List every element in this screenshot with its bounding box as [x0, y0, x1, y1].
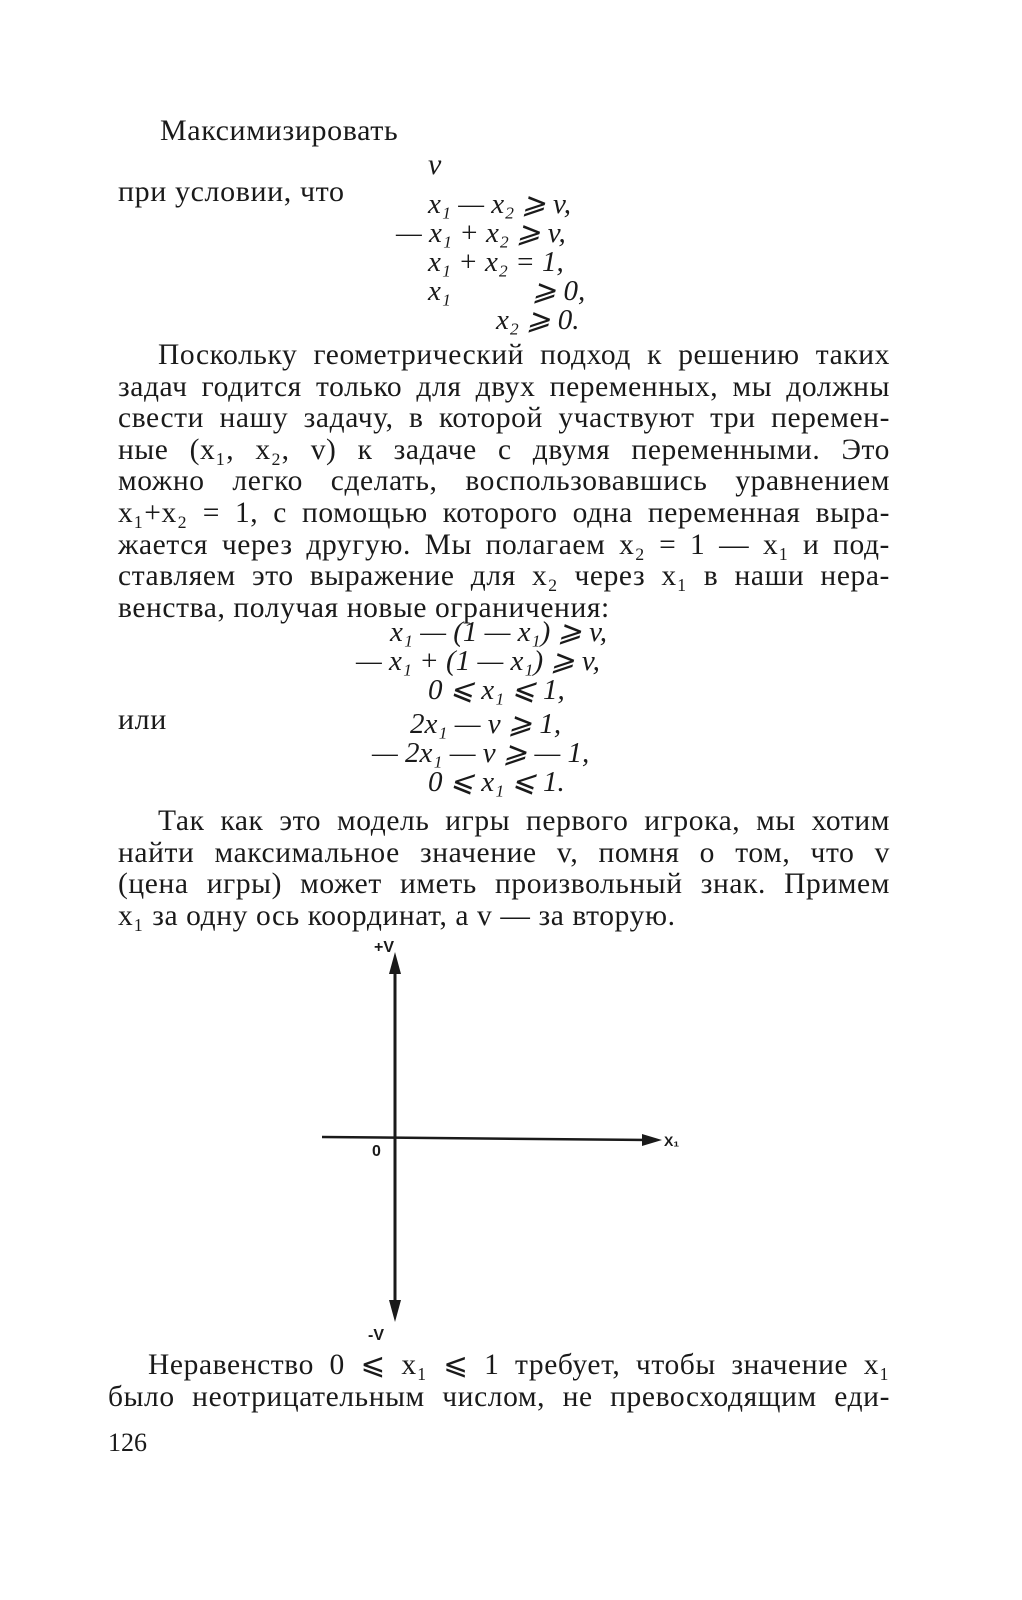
paragraph-line: найти максимальное значение v, помня о том, что v — [118, 836, 890, 869]
v-plus-label: +V — [374, 939, 395, 956]
paragraph-line: было неотрицательным числом, не превосходящим еди- — [108, 1380, 890, 1413]
x1-label: X₁ — [664, 1133, 680, 1149]
v-axis-down-arrow — [389, 1300, 401, 1322]
new-constraint-1: x₁ — (1 — x₁) ⩾ v, — [390, 616, 608, 648]
paragraph-line: ставляем это выражение для x₂ через x₁ в наши нера- — [118, 560, 890, 593]
paragraph-line: (цена игры) может иметь произвольный знак. Примем — [118, 868, 890, 901]
paragraph-line: x₁+x₂ = 1, с помощью которого одна переменная выра- — [118, 496, 890, 529]
v-minus-label: -V — [368, 1327, 384, 1344]
paragraph-line: Так как это модель игры первого игрока, мы хотим — [158, 805, 890, 837]
objective-variable: v — [428, 148, 442, 181]
new-constraint-3: 0 ⩽ x₁ ⩽ 1, — [428, 674, 565, 706]
constraint-3: x₁ + x₂ = 1, — [428, 246, 564, 278]
or-label: или — [118, 703, 167, 736]
paragraph-line: ные (x₁, x₂, v) к задаче с двумя переменными. Это — [118, 433, 890, 466]
origin-label: 0 — [372, 1143, 381, 1160]
page-number: 126 — [108, 1428, 147, 1457]
paragraph-line: жается через другую. Мы полагаем x₂ = 1 — x₁ и под- — [118, 528, 890, 561]
paragraph-line: Поскольку геометрический подход к решению таких — [158, 339, 890, 371]
constraint-4-var: x₁ — [428, 275, 451, 307]
simplified-constraint-3: 0 ⩽ x₁ ⩽ 1. — [428, 766, 565, 798]
constraint-4-rel: ⩾ 0, — [532, 275, 586, 307]
constraint-2: — x₁ + x₂ ⩾ v, — [396, 217, 566, 249]
paragraph-line: можно легко сделать, воспользовавшись уравнением — [118, 465, 890, 498]
constraint-5: x₂ ⩾ 0. — [496, 304, 580, 336]
maximize-label: Максимизировать — [160, 114, 399, 147]
paragraph-line: венства, получая новые ограничения: — [118, 591, 610, 624]
paragraph-line: x₁ за одну ось координат, а v — за вторую. — [118, 899, 676, 932]
subject-to-label: при условии, что — [118, 175, 345, 208]
constraint-1: x₁ — x₂ ⩾ v, — [428, 188, 571, 220]
paragraph-inequality — [108, 1350, 890, 1413]
x1-axis-arrow — [642, 1134, 662, 1146]
paragraph-axes — [118, 806, 890, 932]
paragraph-line: свести нашу задачу, в которой участвуют три перемен- — [118, 402, 890, 435]
simplified-constraint-2: — 2x₁ — v ⩾ — 1, — [372, 737, 590, 769]
paragraph-reduction — [118, 340, 890, 624]
simplified-constraint-1: 2x₁ — v ⩾ 1, — [410, 708, 562, 740]
paragraph-line: задач годится только для двух переменных, мы должны — [118, 370, 890, 403]
coordinate-axes-figure — [300, 930, 720, 1350]
paragraph-line: Неравенство 0 ⩽ x₁ ⩽ 1 требует, чтобы значение x₁ — [148, 1349, 890, 1381]
new-constraint-2: — x₁ + (1 — x₁) ⩾ v, — [356, 645, 600, 677]
